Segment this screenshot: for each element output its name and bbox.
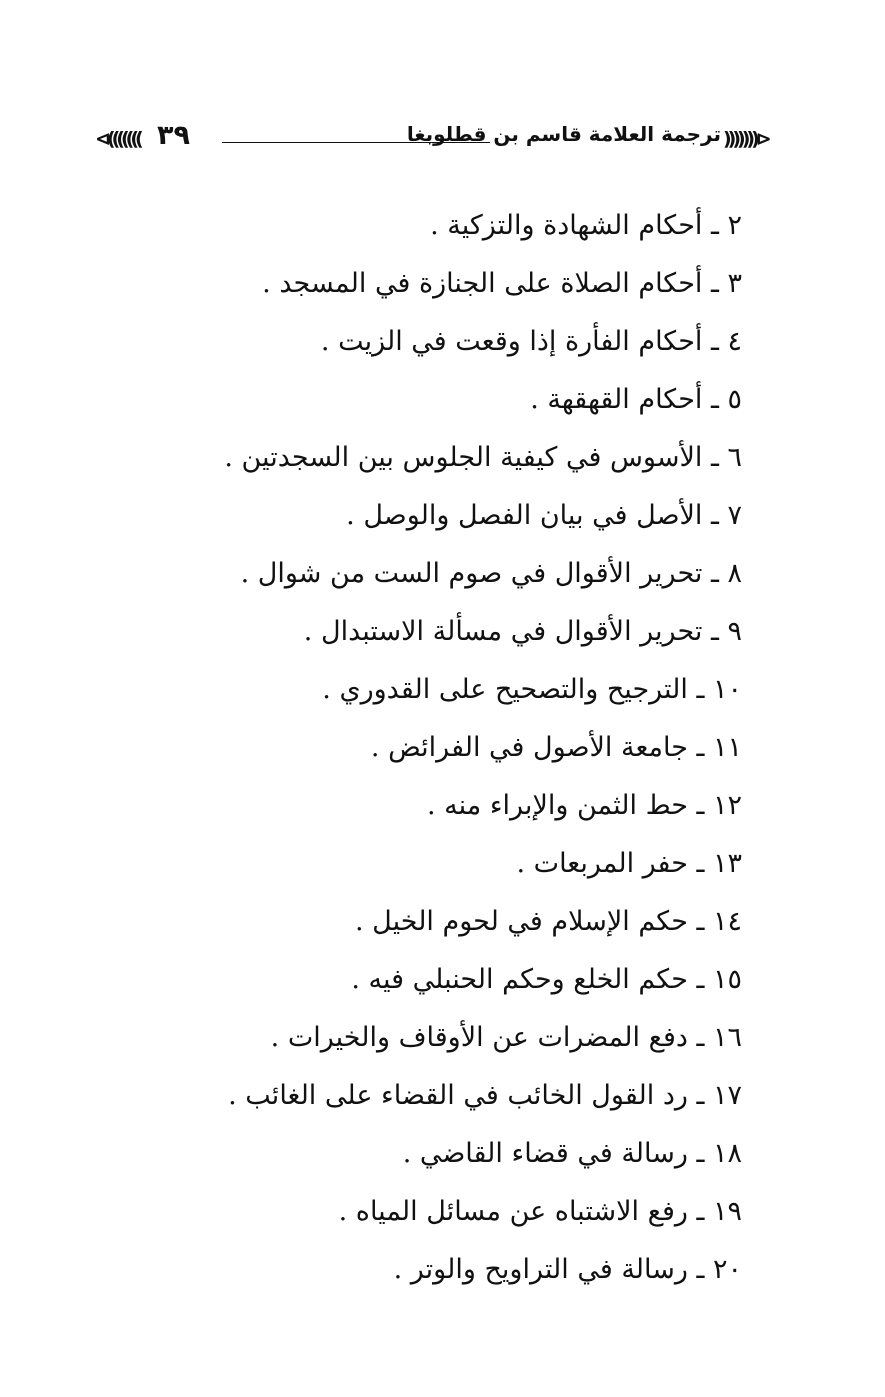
- list-item: ١١ ـ جامعة الأصول في الفرائض .: [370, 732, 742, 763]
- page-header: [95, 118, 805, 158]
- list-item: ٣ ـ أحكام الصلاة على الجنازة في المسجد .: [262, 268, 742, 299]
- list-item: ١٩ ـ رفع الاشتباه عن مسائل المياه .: [338, 1196, 742, 1227]
- list-item: ٩ ـ تحرير الأقوال في مسألة الاستبدال .: [303, 616, 742, 647]
- list-item: ٢ ـ أحكام الشهادة والتزكية .: [430, 210, 742, 241]
- list-item: ١٠ ـ الترجيح والتصحيح على القدوري .: [322, 674, 742, 705]
- list-item: ١٤ ـ حكم الإسلام في لحوم الخيل .: [355, 906, 742, 937]
- list-item: ٤ ـ أحكام الفأرة إذا وقعت في الزيت .: [320, 326, 742, 357]
- list-item: ٧ ـ الأصل في بيان الفصل والوصل .: [346, 500, 742, 531]
- running-title: ترجمة العلامة قاسم بن قطلوبغا: [406, 122, 721, 146]
- page-number: ٣٩: [157, 120, 190, 151]
- works-list: [122, 200, 742, 1302]
- list-item: ١٢ ـ حط الثمن والإبراء منه .: [427, 790, 742, 821]
- list-item: ١٦ ـ دفع المضرات عن الأوقاف والخيرات .: [270, 1022, 742, 1053]
- list-item: ١٨ ـ رسالة في قضاء القاضي .: [402, 1138, 742, 1169]
- list-item: ٦ ـ الأسوس في كيفية الجلوس بين السجدتين .: [224, 442, 742, 473]
- list-item: ٥ ـ أحكام القهقهة .: [530, 384, 742, 415]
- list-item: ٨ ـ تحرير الأقوال في صوم الست من شوال .: [240, 558, 742, 589]
- header-ornament-left: ⊲(((((((: [95, 128, 140, 150]
- list-item: ١٣ ـ حفر المربعات .: [516, 848, 742, 879]
- header-ornament-right: )))))))⊳: [723, 128, 768, 150]
- list-item: ١٧ ـ رد القول الخائب في القضاء على الغائب .: [228, 1080, 742, 1111]
- list-item: ١٥ ـ حكم الخلع وحكم الحنبلي فيه .: [351, 964, 742, 995]
- list-item: ٢٠ ـ رسالة في التراويح والوتر .: [393, 1254, 742, 1285]
